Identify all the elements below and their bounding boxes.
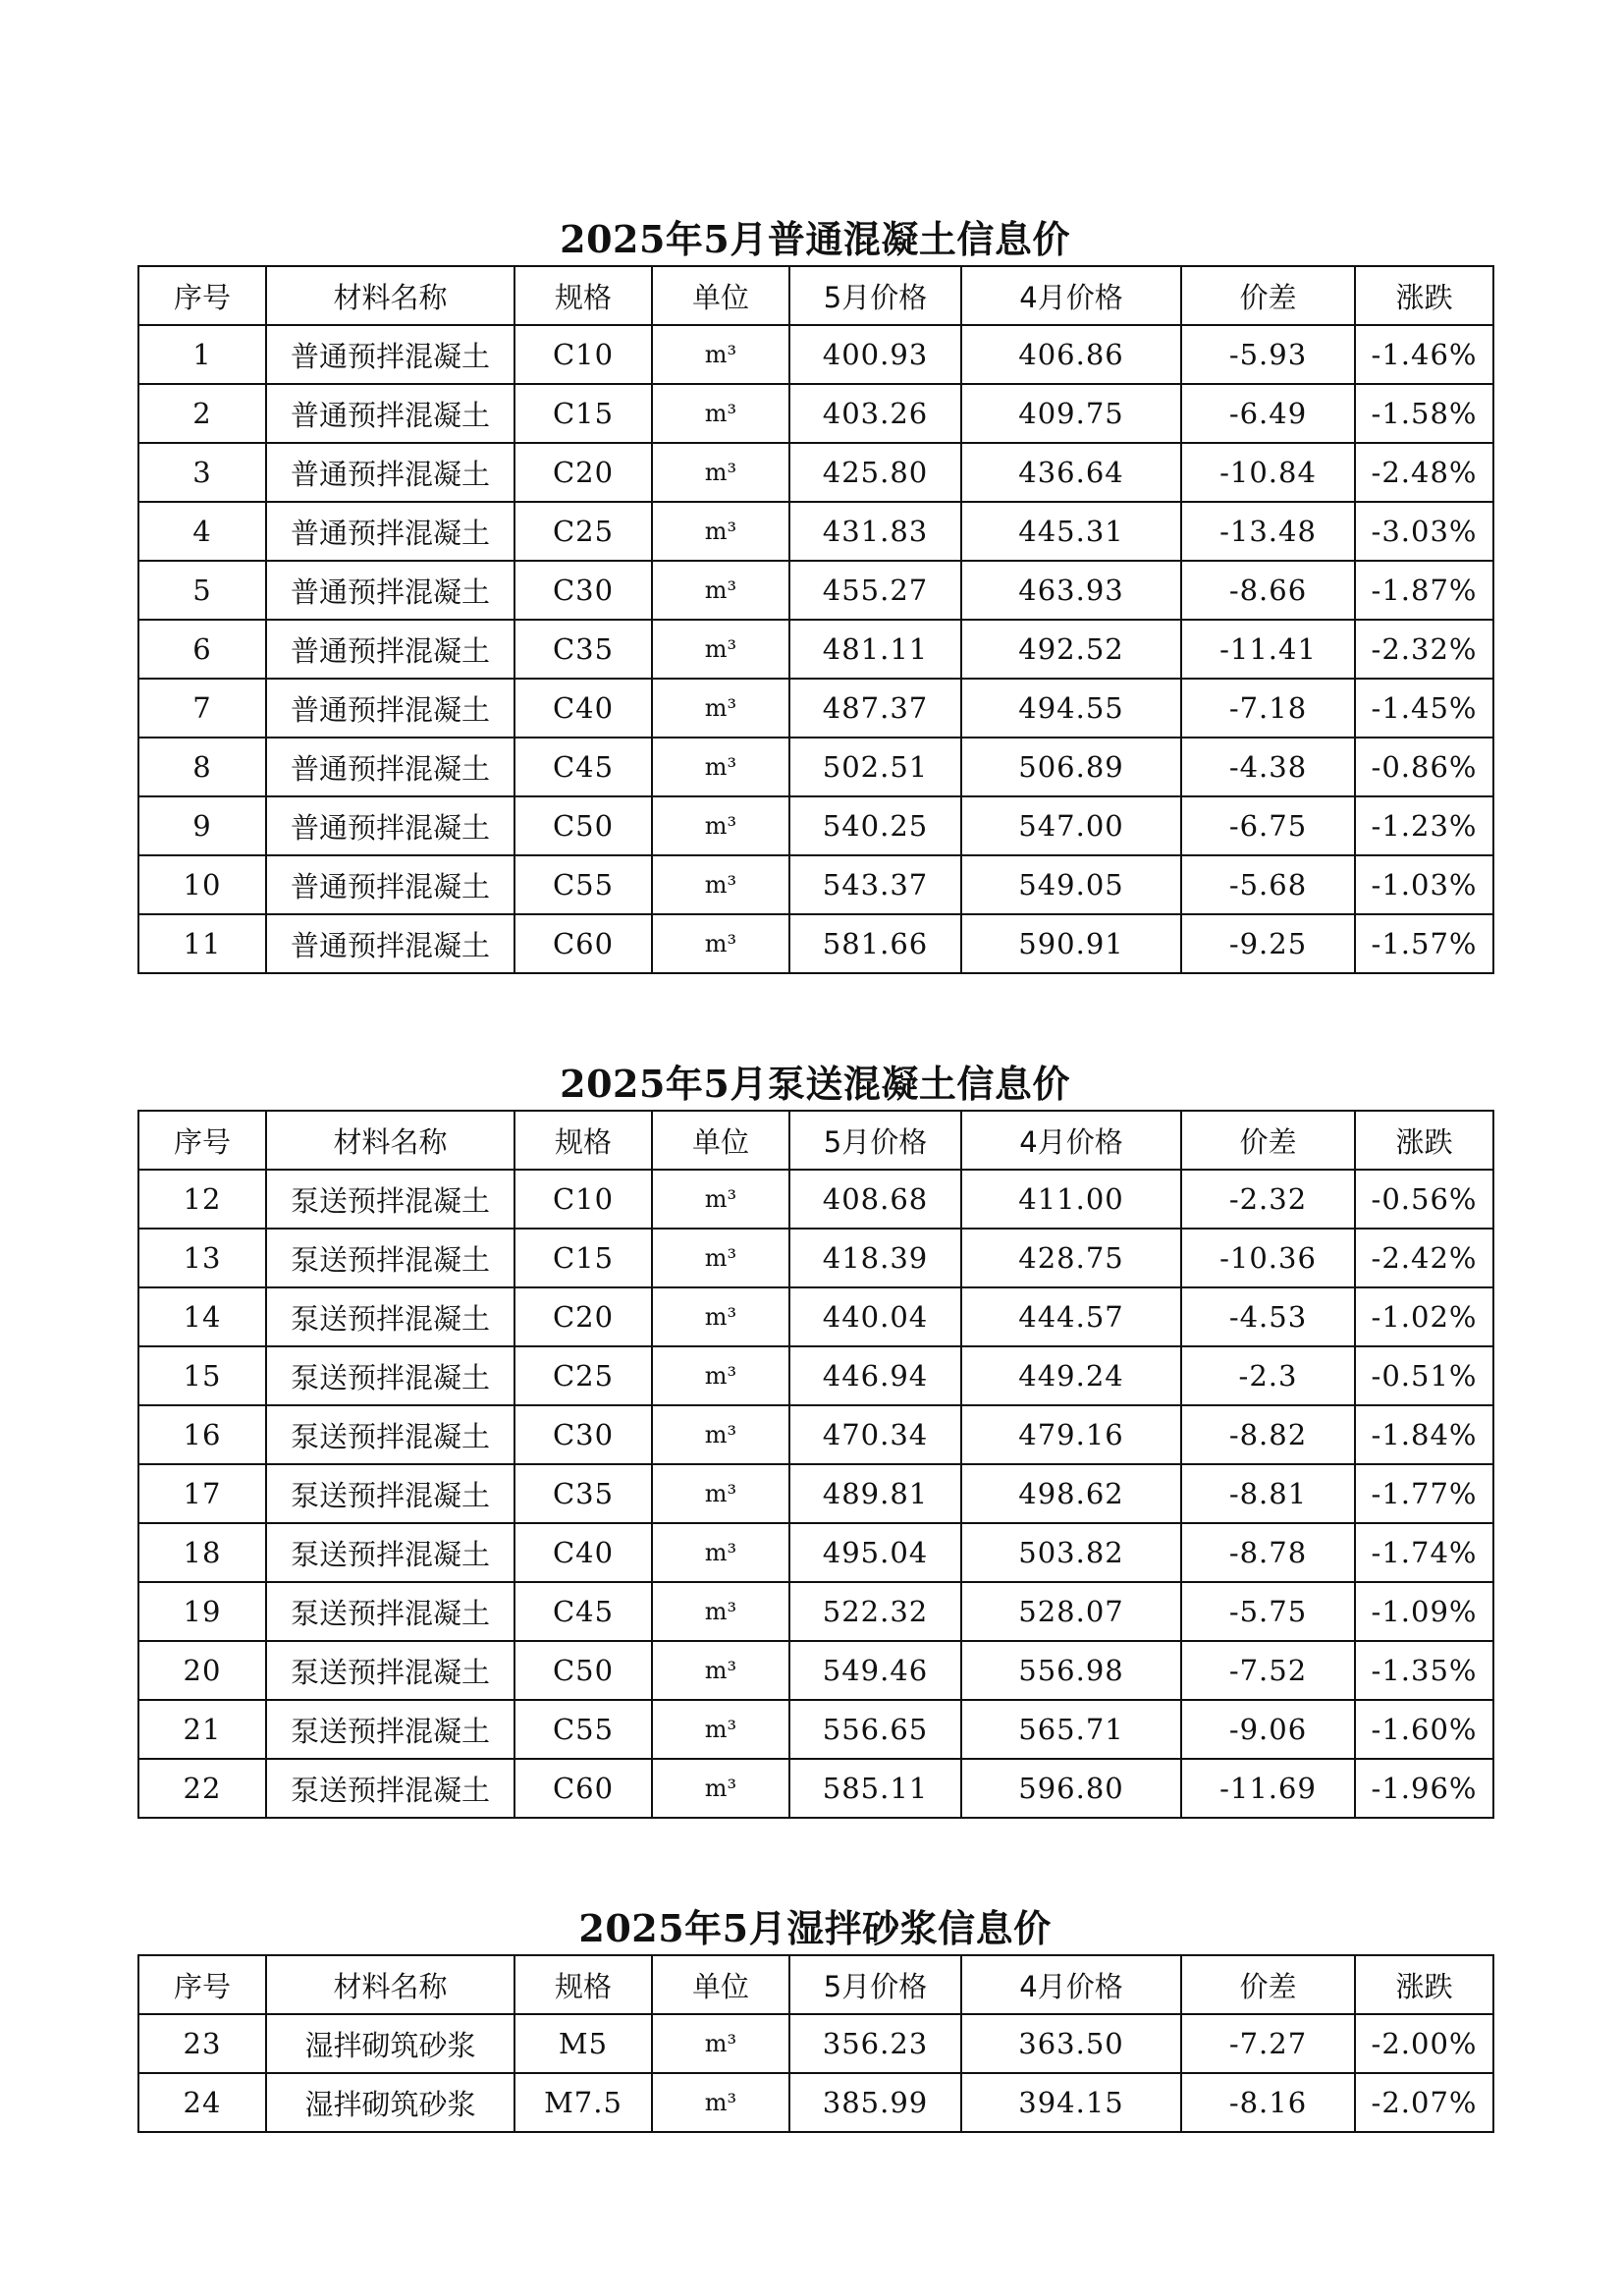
cell-spec: C10 — [514, 1170, 652, 1229]
table-header-row — [138, 1955, 1493, 2014]
cell-spec: C35 — [514, 1464, 652, 1523]
section-wet-mortar — [137, 1903, 1492, 2133]
cell-diff: -10.36 — [1181, 1229, 1355, 1287]
cell-diff: -8.16 — [1181, 2073, 1355, 2132]
cell-apr-price: 503.82 — [961, 1523, 1181, 1582]
table-header-row — [138, 1111, 1493, 1170]
table-row — [138, 1700, 1493, 1759]
cell-name: 泵送预拌混凝土 — [266, 1700, 514, 1759]
header-name: 材料名称 — [266, 1955, 514, 2014]
cell-name: 泵送预拌混凝土 — [266, 1464, 514, 1523]
section-title: 2025年5月湿拌砂浆信息价 — [578, 1906, 1052, 1950]
cell-apr-price: 549.05 — [961, 855, 1181, 914]
cell-may-price: 446.94 — [789, 1346, 961, 1405]
cell-spec: C30 — [514, 561, 652, 620]
header-no: 序号 — [138, 266, 266, 325]
cell-diff: -5.75 — [1181, 1582, 1355, 1641]
cell-apr-price: 463.93 — [961, 561, 1181, 620]
cell-spec: C60 — [514, 1759, 652, 1818]
cell-spec: C50 — [514, 796, 652, 855]
cell-unit: m³ — [652, 1759, 789, 1818]
cell-unit: m³ — [652, 1582, 789, 1641]
cell-may-price: 481.11 — [789, 620, 961, 679]
cell-pct: -1.74% — [1355, 1523, 1493, 1582]
cell-unit: m³ — [652, 679, 789, 738]
cell-diff: -5.93 — [1181, 325, 1355, 384]
cell-no: 9 — [138, 796, 266, 855]
cell-may-price: 455.27 — [789, 561, 961, 620]
cell-may-price: 489.81 — [789, 1464, 961, 1523]
table-row — [138, 1582, 1493, 1641]
cell-pct: -1.02% — [1355, 1287, 1493, 1346]
cell-apr-price: 406.86 — [961, 325, 1181, 384]
cell-no: 23 — [138, 2014, 266, 2073]
cell-spec: C50 — [514, 1641, 652, 1700]
cell-may-price: 470.34 — [789, 1405, 961, 1464]
cell-no: 16 — [138, 1405, 266, 1464]
cell-unit: m³ — [652, 738, 789, 796]
cell-diff: -5.68 — [1181, 855, 1355, 914]
cell-pct: -1.96% — [1355, 1759, 1493, 1818]
cell-diff: -2.32 — [1181, 1170, 1355, 1229]
section-ordinary-concrete — [137, 214, 1492, 974]
header-apr-price: 4月价格 — [961, 1111, 1181, 1170]
cell-no: 10 — [138, 855, 266, 914]
cell-apr-price: 494.55 — [961, 679, 1181, 738]
cell-pct: -2.00% — [1355, 2014, 1493, 2073]
cell-apr-price: 506.89 — [961, 738, 1181, 796]
cell-name: 普通预拌混凝土 — [266, 561, 514, 620]
cell-no: 22 — [138, 1759, 266, 1818]
cell-spec: C10 — [514, 325, 652, 384]
cell-pct: -1.58% — [1355, 384, 1493, 443]
cell-no: 20 — [138, 1641, 266, 1700]
cell-diff: -9.25 — [1181, 914, 1355, 973]
cell-pct: -1.77% — [1355, 1464, 1493, 1523]
cell-diff: -2.3 — [1181, 1346, 1355, 1405]
cell-apr-price: 363.50 — [961, 2014, 1181, 2073]
cell-pct: -2.48% — [1355, 443, 1493, 502]
cell-pct: -1.03% — [1355, 855, 1493, 914]
table-row — [138, 679, 1493, 738]
price-table — [137, 1954, 1494, 2133]
cell-name: 湿拌砌筑砂浆 — [266, 2073, 514, 2132]
cell-apr-price: 565.71 — [961, 1700, 1181, 1759]
price-table — [137, 265, 1494, 974]
cell-pct: -1.35% — [1355, 1641, 1493, 1700]
cell-pct: -1.23% — [1355, 796, 1493, 855]
cell-apr-price: 596.80 — [961, 1759, 1181, 1818]
cell-diff: -6.49 — [1181, 384, 1355, 443]
header-may-price: 5月价格 — [789, 1955, 961, 2014]
cell-diff: -10.84 — [1181, 443, 1355, 502]
header-no: 序号 — [138, 1955, 266, 2014]
header-unit: 单位 — [652, 266, 789, 325]
cell-no: 2 — [138, 384, 266, 443]
table-row — [138, 914, 1493, 973]
cell-unit: m³ — [652, 1287, 789, 1346]
cell-pct: -0.51% — [1355, 1346, 1493, 1405]
table-row — [138, 855, 1493, 914]
cell-apr-price: 547.00 — [961, 796, 1181, 855]
table-row — [138, 2014, 1493, 2073]
cell-apr-price: 444.57 — [961, 1287, 1181, 1346]
cell-unit: m³ — [652, 796, 789, 855]
cell-spec: C45 — [514, 1582, 652, 1641]
cell-diff: -4.38 — [1181, 738, 1355, 796]
cell-pct: -1.46% — [1355, 325, 1493, 384]
cell-no: 12 — [138, 1170, 266, 1229]
cell-name: 普通预拌混凝土 — [266, 384, 514, 443]
cell-unit: m³ — [652, 855, 789, 914]
cell-diff: -4.53 — [1181, 1287, 1355, 1346]
header-diff: 价差 — [1181, 1955, 1355, 2014]
header-apr-price: 4月价格 — [961, 1955, 1181, 2014]
cell-unit: m³ — [652, 2073, 789, 2132]
table-row — [138, 443, 1493, 502]
header-diff: 价差 — [1181, 266, 1355, 325]
cell-may-price: 581.66 — [789, 914, 961, 973]
cell-diff: -8.82 — [1181, 1405, 1355, 1464]
header-spec: 规格 — [514, 266, 652, 325]
cell-unit: m³ — [652, 1523, 789, 1582]
cell-no: 19 — [138, 1582, 266, 1641]
cell-unit: m³ — [652, 1641, 789, 1700]
cell-pct: -1.57% — [1355, 914, 1493, 973]
cell-name: 普通预拌混凝土 — [266, 796, 514, 855]
cell-spec: C30 — [514, 1405, 652, 1464]
cell-pct: -2.42% — [1355, 1229, 1493, 1287]
header-diff: 价差 — [1181, 1111, 1355, 1170]
cell-apr-price: 590.91 — [961, 914, 1181, 973]
cell-no: 17 — [138, 1464, 266, 1523]
cell-no: 7 — [138, 679, 266, 738]
cell-name: 普通预拌混凝土 — [266, 620, 514, 679]
cell-no: 3 — [138, 443, 266, 502]
cell-apr-price: 479.16 — [961, 1405, 1181, 1464]
table-row — [138, 1405, 1493, 1464]
cell-name: 普通预拌混凝土 — [266, 325, 514, 384]
cell-apr-price: 428.75 — [961, 1229, 1181, 1287]
cell-no: 13 — [138, 1229, 266, 1287]
cell-spec: C60 — [514, 914, 652, 973]
cell-unit: m³ — [652, 1346, 789, 1405]
header-pct: 涨跌 — [1355, 1111, 1493, 1170]
cell-no: 14 — [138, 1287, 266, 1346]
cell-pct: -2.32% — [1355, 620, 1493, 679]
cell-unit: m³ — [652, 1700, 789, 1759]
cell-unit: m³ — [652, 502, 789, 561]
header-pct: 涨跌 — [1355, 1955, 1493, 2014]
cell-no: 8 — [138, 738, 266, 796]
cell-may-price: 522.32 — [789, 1582, 961, 1641]
cell-name: 泵送预拌混凝土 — [266, 1582, 514, 1641]
header-name: 材料名称 — [266, 266, 514, 325]
cell-diff: -8.78 — [1181, 1523, 1355, 1582]
cell-unit: m³ — [652, 1464, 789, 1523]
cell-pct: -3.03% — [1355, 502, 1493, 561]
cell-may-price: 431.83 — [789, 502, 961, 561]
cell-unit: m³ — [652, 620, 789, 679]
cell-unit: m³ — [652, 1170, 789, 1229]
cell-may-price: 556.65 — [789, 1700, 961, 1759]
header-may-price: 5月价格 — [789, 1111, 961, 1170]
table-row — [138, 384, 1493, 443]
table-row — [138, 620, 1493, 679]
cell-spec: C15 — [514, 1229, 652, 1287]
cell-spec: C25 — [514, 502, 652, 561]
header-spec: 规格 — [514, 1111, 652, 1170]
cell-no: 18 — [138, 1523, 266, 1582]
section-title: 2025年5月普通混凝土信息价 — [560, 217, 1070, 261]
cell-pct: -1.87% — [1355, 561, 1493, 620]
cell-pct: -1.09% — [1355, 1582, 1493, 1641]
cell-no: 6 — [138, 620, 266, 679]
cell-may-price: 585.11 — [789, 1759, 961, 1818]
cell-name: 普通预拌混凝土 — [266, 855, 514, 914]
table-row — [138, 796, 1493, 855]
cell-diff: -7.18 — [1181, 679, 1355, 738]
cell-may-price: 440.04 — [789, 1287, 961, 1346]
cell-diff: -6.75 — [1181, 796, 1355, 855]
table-row — [138, 1170, 1493, 1229]
cell-diff: -7.52 — [1181, 1641, 1355, 1700]
section-pumped-concrete — [137, 1059, 1492, 1819]
cell-name: 泵送预拌混凝土 — [266, 1229, 514, 1287]
cell-name: 泵送预拌混凝土 — [266, 1287, 514, 1346]
cell-may-price: 408.68 — [789, 1170, 961, 1229]
cell-may-price: 400.93 — [789, 325, 961, 384]
table-row — [138, 1641, 1493, 1700]
section-title: 2025年5月泵送混凝土信息价 — [560, 1062, 1070, 1106]
table-row — [138, 2073, 1493, 2132]
cell-pct: -0.56% — [1355, 1170, 1493, 1229]
cell-no: 15 — [138, 1346, 266, 1405]
header-unit: 单位 — [652, 1111, 789, 1170]
cell-apr-price: 556.98 — [961, 1641, 1181, 1700]
header-pct: 涨跌 — [1355, 266, 1493, 325]
cell-unit: m³ — [652, 1405, 789, 1464]
cell-spec: C40 — [514, 679, 652, 738]
cell-diff: -9.06 — [1181, 1700, 1355, 1759]
cell-name: 普通预拌混凝土 — [266, 502, 514, 561]
cell-pct: -1.45% — [1355, 679, 1493, 738]
cell-pct: -2.07% — [1355, 2073, 1493, 2132]
cell-name: 泵送预拌混凝土 — [266, 1641, 514, 1700]
cell-may-price: 502.51 — [789, 738, 961, 796]
table-row — [138, 325, 1493, 384]
cell-no: 24 — [138, 2073, 266, 2132]
cell-name: 泵送预拌混凝土 — [266, 1170, 514, 1229]
cell-apr-price: 411.00 — [961, 1170, 1181, 1229]
cell-may-price: 540.25 — [789, 796, 961, 855]
table-body — [138, 1170, 1493, 1818]
header-no: 序号 — [138, 1111, 266, 1170]
cell-name: 泵送预拌混凝土 — [266, 1346, 514, 1405]
cell-name: 普通预拌混凝土 — [266, 738, 514, 796]
cell-may-price: 418.39 — [789, 1229, 961, 1287]
cell-diff: -8.66 — [1181, 561, 1355, 620]
cell-diff: -8.81 — [1181, 1464, 1355, 1523]
cell-name: 普通预拌混凝土 — [266, 679, 514, 738]
cell-apr-price: 492.52 — [961, 620, 1181, 679]
cell-spec: C25 — [514, 1346, 652, 1405]
cell-may-price: 425.80 — [789, 443, 961, 502]
table-row — [138, 1287, 1493, 1346]
cell-no: 5 — [138, 561, 266, 620]
header-spec: 规格 — [514, 1955, 652, 2014]
cell-name: 泵送预拌混凝土 — [266, 1759, 514, 1818]
cell-spec: M5 — [514, 2014, 652, 2073]
cell-unit: m³ — [652, 2014, 789, 2073]
table-row — [138, 1759, 1493, 1818]
cell-spec: C20 — [514, 1287, 652, 1346]
table-row — [138, 1523, 1493, 1582]
cell-spec: C55 — [514, 1700, 652, 1759]
cell-diff: -7.27 — [1181, 2014, 1355, 2073]
cell-apr-price: 436.64 — [961, 443, 1181, 502]
price-table — [137, 1110, 1494, 1819]
table-row — [138, 1346, 1493, 1405]
cell-unit: m³ — [652, 1229, 789, 1287]
table-row — [138, 502, 1493, 561]
header-unit: 单位 — [652, 1955, 789, 2014]
cell-spec: C45 — [514, 738, 652, 796]
header-name: 材料名称 — [266, 1111, 514, 1170]
header-apr-price: 4月价格 — [961, 266, 1181, 325]
table-row — [138, 1229, 1493, 1287]
table-row — [138, 738, 1493, 796]
cell-may-price: 403.26 — [789, 384, 961, 443]
cell-spec: C35 — [514, 620, 652, 679]
cell-no: 21 — [138, 1700, 266, 1759]
cell-unit: m³ — [652, 443, 789, 502]
cell-diff: -11.69 — [1181, 1759, 1355, 1818]
table-header-row — [138, 266, 1493, 325]
cell-no: 1 — [138, 325, 266, 384]
cell-unit: m³ — [652, 914, 789, 973]
cell-apr-price: 528.07 — [961, 1582, 1181, 1641]
cell-spec: C40 — [514, 1523, 652, 1582]
cell-name: 普通预拌混凝土 — [266, 914, 514, 973]
cell-apr-price: 449.24 — [961, 1346, 1181, 1405]
cell-pct: -0.86% — [1355, 738, 1493, 796]
cell-no: 4 — [138, 502, 266, 561]
cell-name: 普通预拌混凝土 — [266, 443, 514, 502]
cell-diff: -11.41 — [1181, 620, 1355, 679]
cell-name: 湿拌砌筑砂浆 — [266, 2014, 514, 2073]
cell-spec: M7.5 — [514, 2073, 652, 2132]
cell-spec: C20 — [514, 443, 652, 502]
cell-apr-price: 394.15 — [961, 2073, 1181, 2132]
cell-may-price: 487.37 — [789, 679, 961, 738]
cell-unit: m³ — [652, 561, 789, 620]
cell-may-price: 543.37 — [789, 855, 961, 914]
cell-may-price: 385.99 — [789, 2073, 961, 2132]
cell-no: 11 — [138, 914, 266, 973]
cell-apr-price: 445.31 — [961, 502, 1181, 561]
cell-may-price: 495.04 — [789, 1523, 961, 1582]
table-row — [138, 1464, 1493, 1523]
table-body — [138, 325, 1493, 973]
cell-may-price: 356.23 — [789, 2014, 961, 2073]
cell-may-price: 549.46 — [789, 1641, 961, 1700]
cell-unit: m³ — [652, 325, 789, 384]
cell-apr-price: 409.75 — [961, 384, 1181, 443]
cell-name: 泵送预拌混凝土 — [266, 1523, 514, 1582]
cell-pct: -1.60% — [1355, 1700, 1493, 1759]
cell-pct: -1.84% — [1355, 1405, 1493, 1464]
cell-spec: C15 — [514, 384, 652, 443]
table-body — [138, 2014, 1493, 2132]
cell-diff: -13.48 — [1181, 502, 1355, 561]
header-may-price: 5月价格 — [789, 266, 961, 325]
cell-unit: m³ — [652, 384, 789, 443]
cell-apr-price: 498.62 — [961, 1464, 1181, 1523]
cell-spec: C55 — [514, 855, 652, 914]
cell-name: 泵送预拌混凝土 — [266, 1405, 514, 1464]
table-row — [138, 561, 1493, 620]
